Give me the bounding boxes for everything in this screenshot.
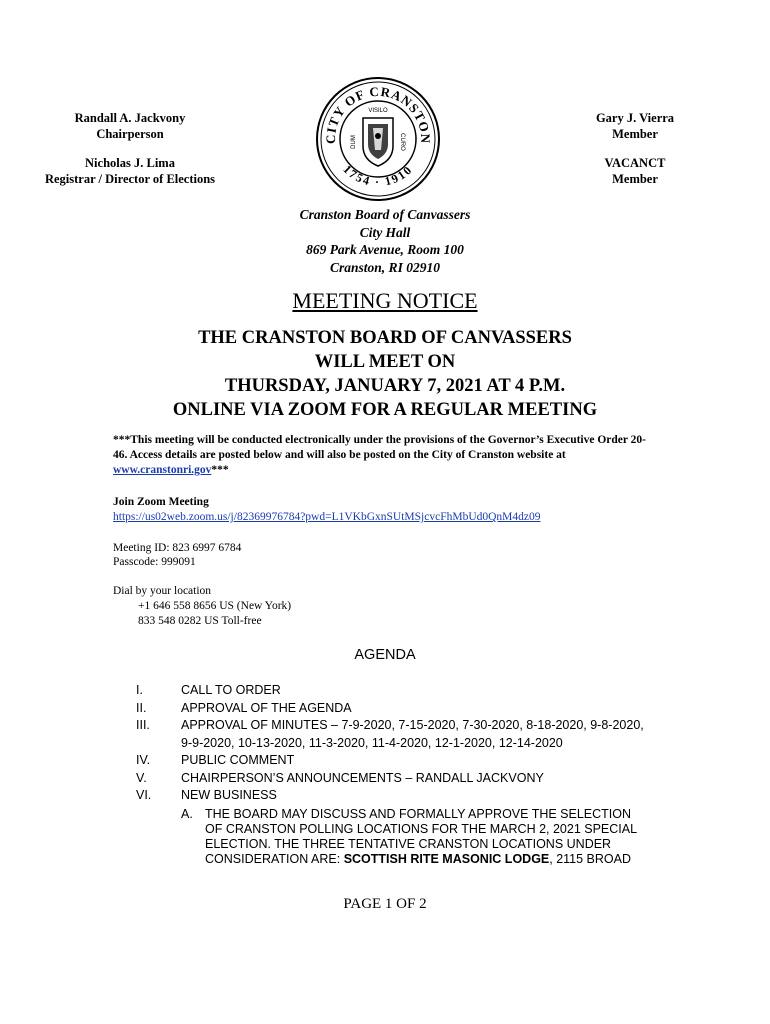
agenda-item-number: IV.: [136, 753, 151, 767]
subitem-line: OF CRANSTON POLLING LOCATIONS FOR THE MARCH 2, 2021 SPECIAL: [205, 821, 638, 836]
chairperson-name: Randall A. Jackvony: [74, 111, 186, 125]
member-title-2: Member: [612, 172, 658, 186]
chairperson-block: [40, 110, 220, 142]
svg-text:CURO: CURO: [399, 133, 405, 151]
passcode: Passcode: 999091: [113, 556, 196, 568]
dial-number-2: 833 548 0282 US Toll-free: [138, 615, 262, 627]
agenda-subitem-a: [181, 807, 666, 867]
seal-icon: [315, 76, 441, 202]
agenda-item-text: CALL TO ORDER: [181, 683, 281, 697]
agenda-item: [136, 752, 666, 770]
electronic-notice-end: ***: [211, 464, 229, 476]
agenda-list: [136, 682, 666, 867]
notice-line-4: ONLINE VIA ZOOM FOR A REGULAR MEETING: [172, 400, 598, 420]
zoom-meeting-link[interactable]: https://us02web.zoom.us/j/82369976784?pwd=L1VKbGxnSUtMSjcvcFhMbUd0QnM4dz09: [113, 511, 541, 523]
page-number: PAGE 1 OF 2: [343, 896, 427, 912]
member-block-1: [565, 110, 705, 142]
city-website-link[interactable]: www.cranstonri.gov: [113, 464, 212, 476]
agenda-item-text: PUBLIC COMMENT: [181, 753, 295, 767]
member-name-1: Gary J. Vierra: [595, 111, 675, 125]
electronic-notice-text: ***This meeting will be conducted electronically under the provisions of the Governor’s Executive Order 20-46. Access details are posted below and will also be posted on the City of Cranston website at: [113, 434, 647, 461]
registrar-block: [30, 155, 230, 187]
agenda-item-text: 9-9-2020, 10-13-2020, 11-3-2020, 11-4-2020, 12-1-2020, 12-14-2020: [181, 735, 563, 750]
agenda-item-number: [136, 735, 181, 753]
address-line-4: Cranston, RI 02910: [330, 259, 440, 275]
city-seal-logo: [315, 76, 441, 202]
subitem-text-post: , 2115 BROAD: [549, 851, 632, 866]
zoom-heading: Join Zoom Meeting: [113, 496, 209, 508]
subitem-line: ELECTION. THE THREE TENTATIVE CRANSTON LOCATIONS UNDER: [205, 836, 612, 851]
registrar-title: Registrar / Director of Elections: [44, 172, 216, 186]
agenda-item-number: II.: [136, 700, 147, 715]
agenda-item: [136, 770, 666, 788]
electronic-notice: [113, 433, 658, 478]
agenda-item-text: APPROVAL OF THE AGENDA: [181, 700, 352, 715]
agenda-item: [136, 787, 666, 805]
member-name-2: VACANCT: [604, 156, 666, 170]
agenda-item: [136, 700, 666, 718]
dial-number-1: +1 646 558 8656 US (New York): [138, 600, 292, 612]
member-title-1: Member: [612, 127, 658, 141]
registrar-name: Nicholas J. Lima: [85, 156, 175, 170]
subitem-label: A.: [181, 806, 193, 821]
agenda-item-number: III.: [136, 718, 150, 732]
agenda-item-number: I.: [136, 683, 143, 697]
member-block-2: [565, 155, 705, 187]
notice-title: MEETING NOTICE: [292, 288, 478, 313]
subitem-line: THE BOARD MAY DISCUSS AND FORMALLY APPROVE THE SELECTION: [205, 806, 632, 821]
svg-text:CITY OF CRANSTON: CITY OF CRANSTON: [322, 83, 434, 145]
chairperson-title: Chairperson: [96, 127, 164, 141]
address-line-1: Cranston Board of Canvassers: [299, 207, 471, 222]
agenda-item-text: NEW BUSINESS: [181, 788, 277, 802]
address-line-3: 869 Park Avenue, Room 100: [306, 242, 464, 257]
agenda-item-text: APPROVAL OF MINUTES – 7-9-2020, 7-15-2020, 7-30-2020, 8-18-2020, 9-8-2020,: [181, 718, 644, 732]
dial-heading: Dial by your location: [113, 585, 212, 597]
svg-text:DUM: DUM: [351, 135, 357, 149]
notice-line-2: WILL MEET ON: [314, 352, 456, 372]
agenda-item-number: VI.: [136, 788, 152, 802]
agenda-item: [136, 682, 666, 700]
address-line-2: City Hall: [359, 224, 411, 240]
agenda-item: [136, 717, 666, 735]
subitem-line: [205, 852, 637, 867]
agenda-item-continuation: [136, 735, 666, 753]
notice-line-1: THE CRANSTON BOARD OF CANVASSERS: [198, 328, 572, 348]
agenda-item-text: CHAIRPERSON’S ANNOUNCEMENTS – RANDALL JACKVONY: [181, 770, 544, 785]
agenda-item-number: V.: [136, 770, 147, 785]
meeting-id: Meeting ID: 823 6997 6784: [113, 542, 242, 554]
notice-line-3: THURSDAY, JANUARY 7, 2021 AT 4 P.M.: [224, 376, 566, 396]
polling-location-name: SCOTTISH RITE MASONIC LODGE: [343, 851, 550, 866]
subitem-text: [205, 807, 637, 867]
svg-text:VISILO: VISILO: [368, 108, 388, 114]
svg-text:1754 · 1910: 1754 · 1910: [340, 162, 416, 189]
agenda-title: AGENDA: [354, 647, 416, 663]
address-block: [235, 206, 535, 276]
subitem-text-pre: CONSIDERATION ARE:: [205, 851, 344, 866]
